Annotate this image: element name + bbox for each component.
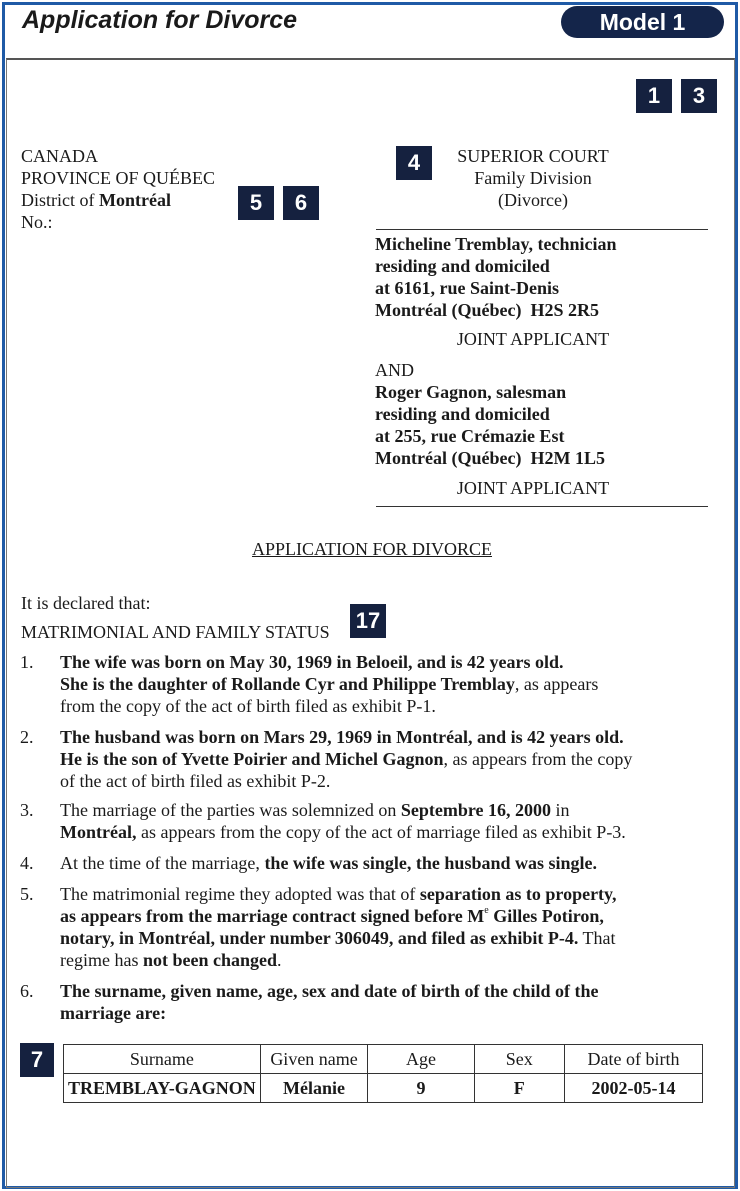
ref-badge-3: 3 xyxy=(681,79,717,113)
ref-badge-17: 17 xyxy=(350,604,386,638)
caption-country: CANADA xyxy=(21,146,99,166)
ref-badge-1: 1 xyxy=(636,79,672,113)
ref-badge-6: 6 xyxy=(283,186,319,220)
column-header: Surname xyxy=(64,1045,261,1074)
table-header-row xyxy=(64,1045,703,1074)
applicant2-name: Roger Gagnon, salesman xyxy=(375,382,567,402)
divider xyxy=(376,506,708,507)
table-cell: TREMBLAY-GAGNON xyxy=(64,1074,261,1103)
court-division: Family Division xyxy=(474,168,592,188)
item-text: . xyxy=(276,950,282,970)
applicant1-street: at 6161, rue Saint-Denis xyxy=(375,278,559,298)
item-text: notary, in Montréal, under number 306049, and filed as exhibit P-4. xyxy=(60,928,579,948)
item-number: 4. xyxy=(20,853,34,873)
item-text: That xyxy=(578,928,616,948)
item-text: At the time of the marriage, xyxy=(60,853,265,873)
table-cell: 9 xyxy=(368,1074,474,1103)
applicant1-role: JOINT APPLICANT xyxy=(456,329,610,349)
applicant1-city: Montréal (Québec) H2S 2R5 xyxy=(375,300,599,320)
table-row xyxy=(64,1074,703,1103)
item-text: , as appears xyxy=(514,674,599,694)
item-text: The wife was born on May 30, 1969 in Beloeil, and is 42 years old. xyxy=(60,652,564,672)
item-text: from the copy of the act of birth filed as exhibit P-1. xyxy=(60,696,436,716)
item-text: She is the daughter of Rollande Cyr and Philippe Tremblay xyxy=(60,674,515,694)
item-text: marriage are: xyxy=(60,1003,167,1023)
item-text: the wife was single, the husband was single. xyxy=(264,853,597,873)
table-cell: Mélanie xyxy=(260,1074,368,1103)
and-label: AND xyxy=(375,360,414,380)
declaration-intro: It is declared that: xyxy=(21,593,151,613)
document-title: APPLICATION FOR DIVORCE xyxy=(251,539,493,559)
item-text: The marriage of the parties was solemnized on xyxy=(60,800,401,820)
case-number: No.: xyxy=(21,212,53,232)
item-number: 1. xyxy=(20,652,34,672)
item-text: The matrimonial regime they adopted was that of xyxy=(60,884,420,904)
item-text: e xyxy=(484,905,489,916)
item-text: Gilles Potiron, xyxy=(488,906,604,926)
divider xyxy=(376,229,708,230)
item-text: Septembre 16, 2000 xyxy=(400,800,552,820)
item-number: 2. xyxy=(20,727,34,747)
applicant1-residence: residing and domiciled xyxy=(375,256,550,276)
item-text: , as appears from the copy xyxy=(443,749,633,769)
court-name: SUPERIOR COURT xyxy=(457,146,609,166)
court-type: (Divorce) xyxy=(498,190,568,210)
item-text: Montréal, xyxy=(60,822,137,842)
applicant2-street: at 255, rue Crémazie Est xyxy=(375,426,565,446)
section-heading: MATRIMONIAL AND FAMILY STATUS xyxy=(21,622,330,642)
item-text: as appears from the copy of the act of marriage filed as exhibit P-3. xyxy=(136,822,626,842)
model-badge: Model 1 xyxy=(561,6,724,38)
item-text: separation as to property, xyxy=(419,884,617,904)
ref-badge-5: 5 xyxy=(238,186,274,220)
item-number: 6. xyxy=(20,981,34,1001)
applicant2-residence: residing and domiciled xyxy=(375,404,550,424)
applicant2-role: JOINT APPLICANT xyxy=(456,478,610,498)
item-text: The surname, given name, age, sex and date of birth of the child of the xyxy=(60,981,599,1001)
table-cell: 2002-05-14 xyxy=(565,1074,703,1103)
ref-badge-7: 7 xyxy=(20,1043,54,1077)
page-title: Application for Divorce xyxy=(22,6,298,34)
district-name: Montréal xyxy=(99,190,171,210)
item-number: 5. xyxy=(20,884,34,904)
item-text: regime has xyxy=(60,950,143,970)
column-header: Sex xyxy=(474,1045,564,1074)
item-text: He is the son of Yvette Poirier and Michel Gagnon xyxy=(60,749,444,769)
item-text: The husband was born on Mars 29, 1969 in Montréal, and is 42 years old. xyxy=(60,727,624,747)
children-table xyxy=(63,1044,703,1103)
caption-district xyxy=(21,189,171,211)
ref-badge-4: 4 xyxy=(396,146,432,180)
column-header: Age xyxy=(368,1045,474,1074)
table-cell: F xyxy=(474,1074,564,1103)
item-number: 3. xyxy=(20,800,34,820)
applicant1-name: Micheline Tremblay, technician xyxy=(375,234,617,254)
applicant2-city: Montréal (Québec) H2M 1L5 xyxy=(375,448,605,468)
caption-province: PROVINCE OF QUÉBEC xyxy=(21,168,216,188)
item-text: not been changed xyxy=(142,950,277,970)
column-header: Given name xyxy=(260,1045,368,1074)
column-header: Date of birth xyxy=(565,1045,703,1074)
item-text: as appears from the marriage contract signed before M xyxy=(60,906,485,926)
district-prefix: District of xyxy=(21,190,95,210)
item-text: of the act of birth filed as exhibit P-2. xyxy=(60,771,331,791)
item-text: in xyxy=(551,800,570,820)
